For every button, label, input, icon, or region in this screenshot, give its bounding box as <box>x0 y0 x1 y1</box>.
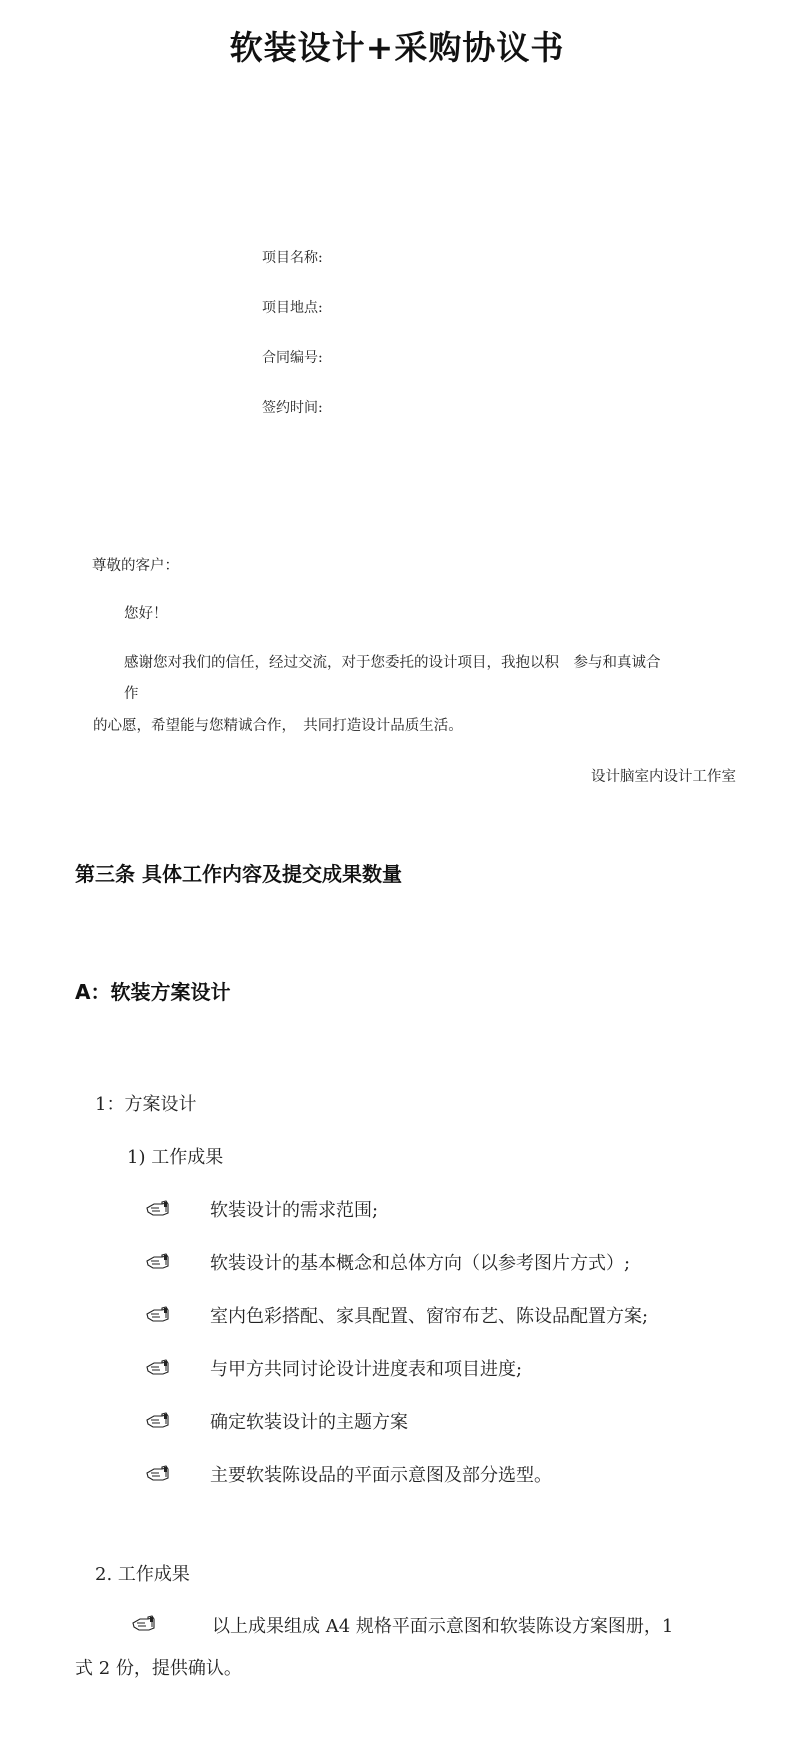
bullet-text: 室内色彩搭配、家具配置、窗帘布艺、陈设品配置方案; <box>210 1306 649 1327</box>
letter-body-line-1: 感谢您对我们的信任，经过交流，对于您委托的设计项目，我抱以积 参与和真诚合 <box>124 655 661 671</box>
bullet-text: 主要软装陈设品的平面示意图及部分选型。 <box>210 1465 552 1486</box>
letter-salutation: 尊敬的客户： <box>92 558 179 574</box>
bullet-text: 软装设计的基本概念和总体方向（以参考图片方式）; <box>210 1253 631 1274</box>
pointing-hand-icon <box>145 1252 173 1270</box>
field-project-location: 项目地点: <box>262 300 323 316</box>
bullet-text: 确定软装设计的主题方案 <box>210 1412 408 1433</box>
field-project-name: 项目名称: <box>262 250 323 266</box>
letter-body-line-2: 的心愿，希望能与您精诚合作， 共同打造设计品质生活。 <box>93 718 463 734</box>
field-signing-date: 签约时间: <box>262 400 323 416</box>
item-2-line-2: 式 2 份，提供确认。 <box>75 1658 242 1679</box>
item-1-subtitle: 1) 工作成果 <box>127 1147 224 1168</box>
article-heading: 第三条 具体工作内容及提交成果数量 <box>75 862 402 886</box>
document-title: 软装设计+采购协议书 <box>229 28 565 67</box>
pointing-hand-icon <box>145 1358 173 1376</box>
pointing-hand-icon <box>145 1411 173 1429</box>
field-contract-number: 合同编号: <box>262 350 323 366</box>
letter-signature: 设计脑室内设计工作室 <box>591 769 736 785</box>
bullet-text: 与甲方共同讨论设计进度表和项目进度; <box>210 1359 523 1380</box>
section-a-heading: A：软装方案设计 <box>75 980 231 1004</box>
pointing-hand-icon <box>145 1464 173 1482</box>
pointing-hand-icon <box>131 1614 159 1632</box>
item-1-title: 1：方案设计 <box>95 1094 197 1115</box>
letter-greeting: 您好！ <box>124 606 168 622</box>
pointing-hand-icon <box>145 1305 173 1323</box>
bullet-text: 软装设计的需求范围; <box>210 1200 379 1221</box>
letter-body-line-1-wrap: 作 <box>124 686 139 702</box>
pointing-hand-icon <box>145 1199 173 1217</box>
item-2-line-1: 以上成果组成 A4 规格平面示意图和软装陈设方案图册，1 <box>212 1616 674 1637</box>
item-2-title: 2. 工作成果 <box>95 1564 190 1585</box>
